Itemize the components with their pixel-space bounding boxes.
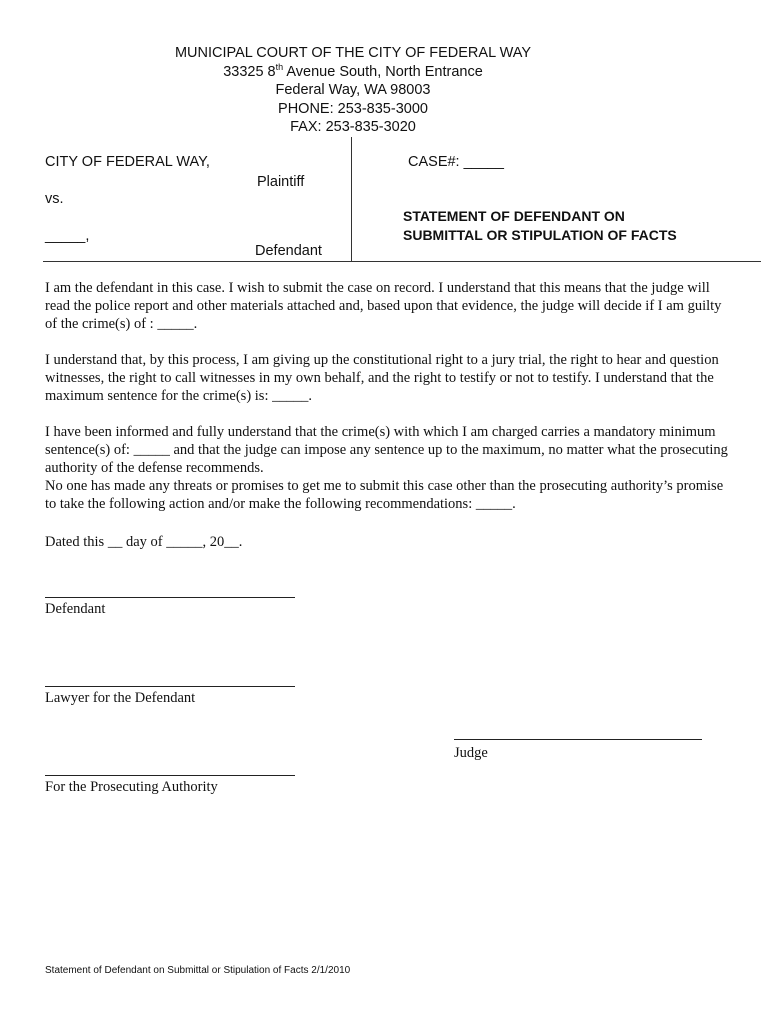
dated-line: Dated this __ day of _____, 20__.	[45, 534, 243, 550]
paragraph-mandatory-minimum: I have been informed and fully understand that the crime(s) with which I am charged carries a mandatory minimum sentence(s) of: _____ and that the judge can impose any sentence up to the maximum, no matter what the prosecuting authority of the defense recommends.	[45, 424, 728, 476]
plaintiff-name: CITY OF FEDERAL WAY,	[45, 154, 210, 170]
paragraph-no-threats: No one has made any threats or promises to get me to submit this case other than the prosecuting authority’s promise to take the following action and/or make the following recommendations: _____.	[45, 478, 724, 512]
paragraph-submission: I am the defendant in this case. I wish to submit the case on record. I understand that this means that the judge will read the police report and other materials attached and, based upon that evidence, the judge will decide if I am guilty of the crime(s) of : _____.	[45, 280, 722, 332]
case-number: CASE#: _____	[408, 154, 504, 170]
court-address-city: Federal Way, WA 98003	[275, 82, 431, 98]
document-title-line1: STATEMENT OF DEFENDANT ON	[403, 208, 625, 224]
prosecutor-signature-label: For the Prosecuting Authority	[45, 779, 218, 795]
lawyer-signature-line[interactable]	[45, 686, 295, 687]
lawyer-signature-label: Lawyer for the Defendant	[45, 690, 196, 706]
judge-signature-line[interactable]	[454, 739, 702, 740]
defendant-signature-label: Defendant	[45, 601, 106, 617]
court-address-street: 33325 8th Avenue South, North Entrance	[223, 61, 483, 80]
caption-vertical-divider	[351, 137, 352, 261]
court-phone: PHONE: 253-835-3000	[278, 100, 428, 117]
court-name: MUNICIPAL COURT OF THE CITY OF FEDERAL WAY	[174, 45, 532, 61]
prosecutor-signature-line[interactable]	[45, 775, 295, 776]
court-header	[0, 44, 706, 137]
defendant-signature-line[interactable]	[45, 597, 295, 598]
court-fax: FAX: 253-835-3020	[290, 119, 416, 135]
document-title	[403, 207, 677, 245]
plaintiff-label: Plaintiff	[257, 174, 305, 190]
caption-horizontal-divider	[43, 261, 761, 262]
versus-label: vs.	[45, 191, 64, 207]
judge-signature-label: Judge	[454, 745, 488, 761]
paragraph-rights-waiver: I understand that, by this process, I am giving up the constitutional right to a jury trial, the right to hear and question witnesses, the right to call witnesses in my own behalf, and the right to testify or not to testify. I understand that the maximum sentence for the crime(s) is: _____.	[45, 352, 719, 404]
form-footer: Statement of Defendant on Submittal or Stipulation of Facts 2/1/2010	[45, 965, 351, 976]
document-title-line2: SUBMITTAL OR STIPULATION OF FACTS	[403, 227, 677, 243]
defendant-label: Defendant	[255, 243, 322, 259]
defendant-name: _____,	[45, 228, 90, 244]
statement-body	[45, 279, 735, 551]
